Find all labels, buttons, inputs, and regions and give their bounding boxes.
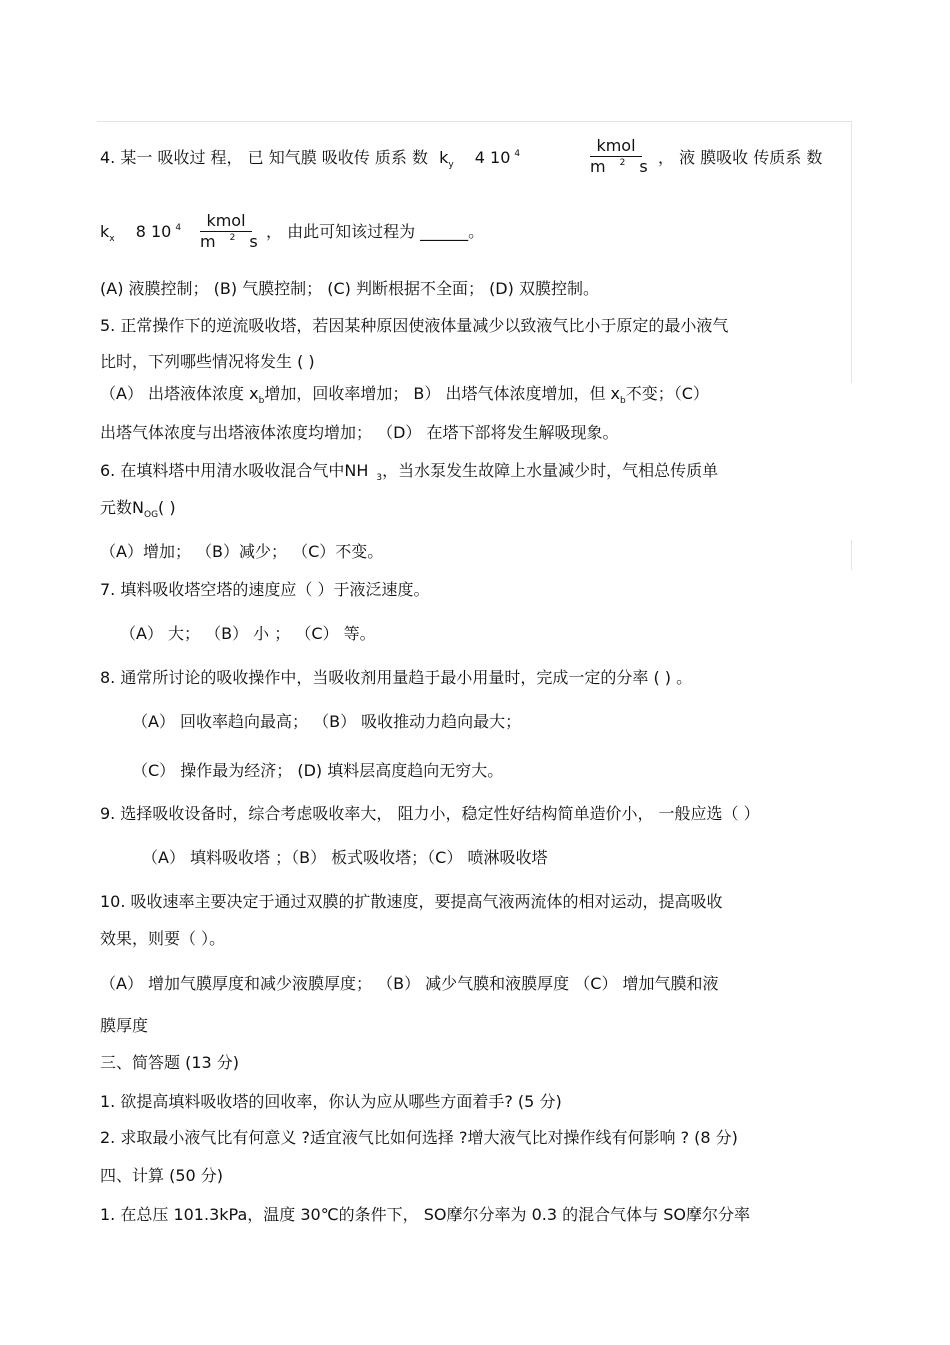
q8-options2: （C） 操作最为经济； (D) 填料层高度趋向无穷大。 [132,761,504,780]
page-border-right-lower [851,540,852,570]
q10-line1: 10. 吸收速率主要决定于通过双膜的扩散速度，要提高气液两流体的相对运动，提高吸收 [100,892,723,911]
q5-line2: 比时，下列哪些情况将发生 ( ) [100,352,315,371]
q7-options: （A） 大； （B） 小 ； （C） 等。 [120,624,376,643]
ky-symbol: k [439,148,449,167]
q4-intro: 4. 某一 吸收过 程， 已 知气膜 吸收传 质系 数 $k_y$ 4 10 $^4$ [100,148,521,170]
q10-options2: 膜厚度 [100,1016,149,1035]
ky-subscript: y [448,160,454,170]
q8-line1: 8. 通常所讨论的吸收操作中，当吸收剂用量趋于最小用量时，完成一定的分率 ( ) 。 [100,668,693,687]
q6-line1: 6. 在填料塔中用清水吸收混合气中NH $_3$，当水泵发生故障上水量减少时，气相总传质单 [100,461,719,483]
q4-kx: $k_x$ 8 10 $^4$ [100,222,182,244]
ky-exponent: 4 [514,149,521,159]
q6-line2: 元数$N_{OG}$( ) [100,498,176,520]
q6-options: （A）增加； （B）减少； （C）不变。 [100,542,384,561]
q5-line1: 5. 正常操作下的逆流吸收塔，若因某种原因使液体量减少以致液气比小于原定的最小液气 [100,316,729,335]
kx-unit-fraction: kmol $m^2s$ [200,211,272,251]
q8-options1: （A） 回收率趋向最高； （B） 吸收推动力趋向最大； [132,712,522,731]
q10-options1: （A） 增加气膜厚度和减少液膜厚度； （B） 减少气膜和液膜厚度 （C） 增加气膜和液 [100,974,719,993]
section4-q1: 1. 在总压 101.3kPa，温度 30℃的条件下， SO摩尔分率为 0.3 的混合气体与 SO摩尔分率 [100,1205,750,1224]
q10-line2: 效果，则要（ ）。 [100,929,226,948]
q4-liquid-text: ， 液 膜吸收 传质系 数 [658,148,823,167]
ky-unit-fraction: kmol $m^2s$ [590,136,662,176]
q5-options2: 出塔气体浓度与出塔液体浓度均增加； （D） 在塔下部将发生解吸现象。 [100,423,619,442]
page-border-top [97,121,852,122]
q9-line1: 9. 选择吸收设备时，综合考虑吸收率大， 阻力小，稳定性好结构简单造价小， 一般应选（ ） [100,804,760,823]
q4-options: (A) 液膜控制； (B) 气膜控制； (C) 判断根据不全面； (D) 双膜控制。 [100,279,599,298]
section3-q2: 2. 求取最小液气比有何意义 ?适宜液气比如何选择 ?增大液气比对操作线有何影响 ? (8 分) [100,1128,738,1147]
section3-q1: 1. 欲提高填料吸收塔的回收率，你认为应从哪些方面着手? (5 分) [100,1092,562,1111]
ky-value: 4 10 [474,148,511,167]
q4-tail: ， 由此可知该过程为 ______。 [266,222,485,241]
page-border-right [851,121,852,383]
q7-line1: 7. 填料吸收塔空塔的速度应（ ）于液泛速度。 [100,580,430,599]
section4-title: 四、计算 (50 分) [100,1166,224,1185]
section3-title: 三、简答题 (13 分) [100,1053,240,1072]
q5-options1: （A） 出塔液体浓度 $x_b$增加，回收率增加； B） 出塔气体浓度增加，但 $x_b$不变；（C） [100,384,709,406]
q9-options: （A） 填料吸收塔 ；（B） 板式吸收塔；（C） 喷淋吸收塔 [142,848,548,867]
